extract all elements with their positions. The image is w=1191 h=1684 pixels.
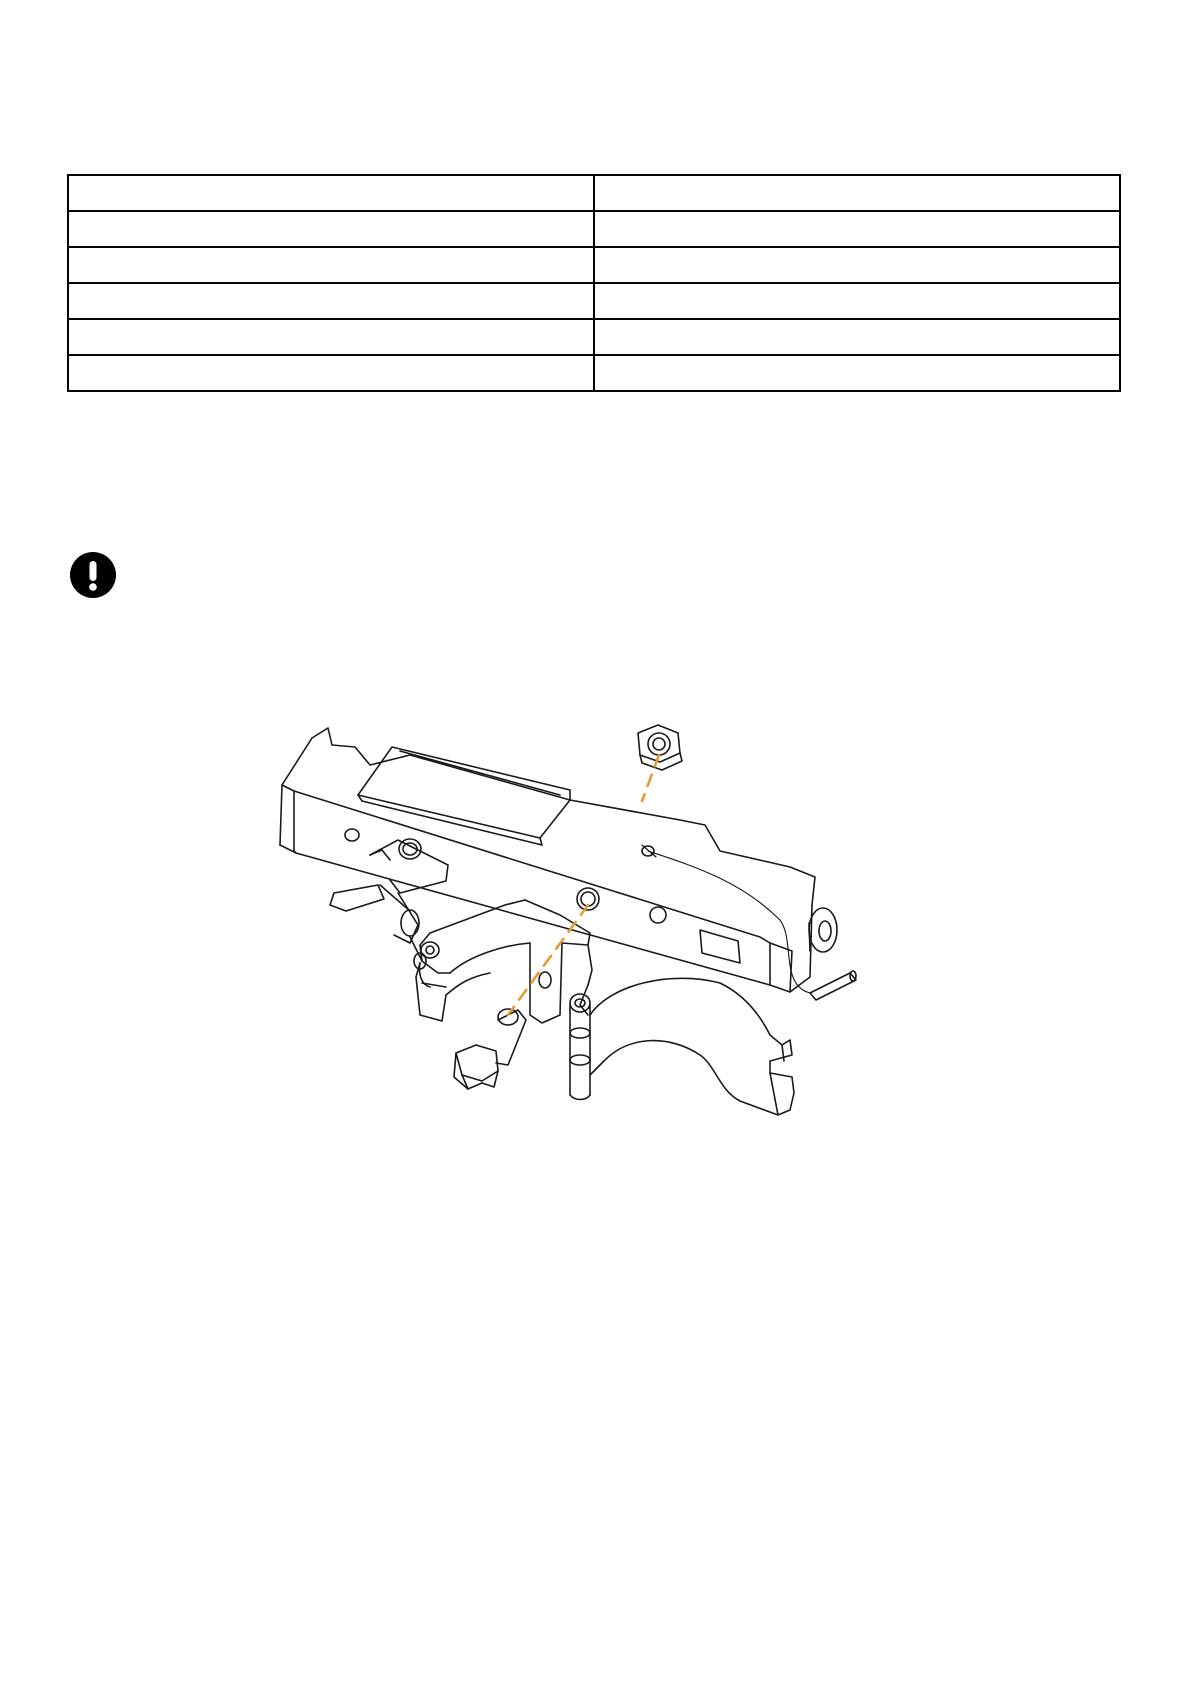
spec-table	[67, 174, 1121, 392]
wing-screw	[330, 840, 448, 969]
table-row	[68, 355, 1120, 391]
hex-nut	[638, 725, 682, 770]
hex-bolt	[454, 1009, 526, 1089]
table-cell	[68, 319, 594, 355]
table-cell	[594, 247, 1120, 283]
table-row	[68, 319, 1120, 355]
safety-pin	[642, 845, 856, 1000]
half-coupler	[416, 900, 794, 1115]
table-cell	[68, 247, 594, 283]
table-cell	[68, 175, 594, 211]
table-cell	[594, 175, 1120, 211]
table-cell	[594, 211, 1120, 247]
table-row	[68, 175, 1120, 211]
exclamation-circle-icon	[70, 552, 116, 598]
table-cell	[68, 211, 594, 247]
eye-ring	[809, 908, 837, 952]
table-cell	[594, 319, 1120, 355]
table-cell	[68, 355, 594, 391]
clamp-assembly-drawing	[270, 715, 870, 1205]
table-cell	[68, 283, 594, 319]
table-row	[68, 211, 1120, 247]
table-cell	[594, 355, 1120, 391]
table-row	[68, 247, 1120, 283]
mounting-bar	[280, 728, 815, 992]
table-row	[68, 283, 1120, 319]
table-cell	[594, 283, 1120, 319]
